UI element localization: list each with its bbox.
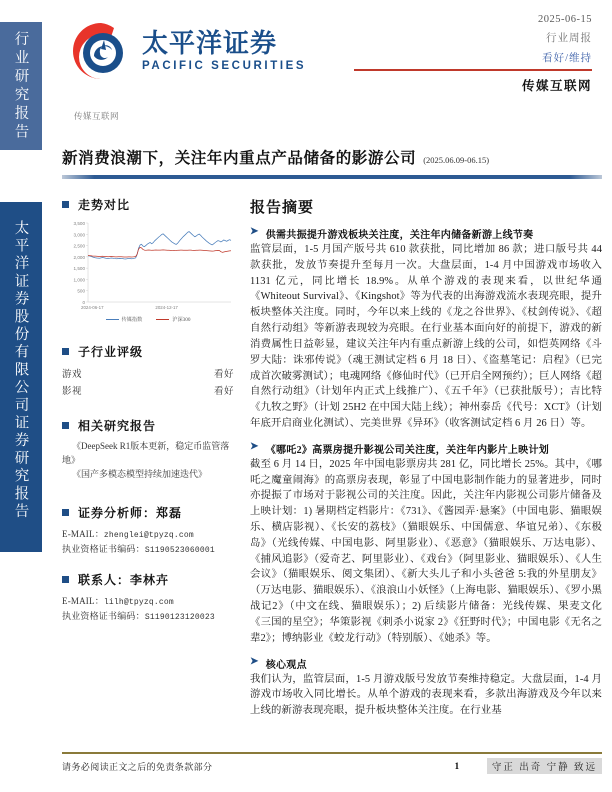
summary-body: 我们认为，监管层面，1-5 月游戏版号发放节奏维持稳定。大盘层面，1-4 月游戏市场收入同比增长。从单个游戏的表现来看，多款出海游戏及今年以来上线的新游表现亮眼，提升板块整体关注度。在行业基 bbox=[250, 673, 602, 717]
sidebar-banner-research-label: 行业研究报告 bbox=[12, 30, 29, 142]
svg-text:0: 0 bbox=[82, 300, 85, 305]
svg-text:3,500: 3,500 bbox=[73, 221, 85, 226]
legend-label-1: 沪深300 bbox=[172, 317, 191, 323]
summary-section-heading bbox=[250, 441, 602, 456]
contact-cert-line bbox=[62, 609, 234, 624]
report-type: 行业周报 bbox=[546, 33, 592, 44]
rating-section-header bbox=[62, 343, 234, 360]
contact-email-line bbox=[62, 594, 234, 609]
svg-text:2,000: 2,000 bbox=[73, 254, 85, 260]
page-number: 1 bbox=[454, 761, 460, 771]
arrow-right-icon: ➤ bbox=[250, 655, 259, 667]
reports-section-header bbox=[62, 417, 234, 434]
svg-text:2024-06-17: 2024-06-17 bbox=[81, 305, 104, 310]
analyst-cert-line bbox=[62, 542, 234, 557]
list-item[interactable]: 《国产多模态模型持续加速迭代》 bbox=[72, 468, 208, 479]
pacific-securities-logo-icon bbox=[70, 20, 132, 82]
legend-item-1 bbox=[156, 316, 190, 323]
trend-chart-svg bbox=[62, 219, 234, 315]
title-block bbox=[62, 146, 610, 168]
summary-section bbox=[250, 441, 602, 647]
rating-row bbox=[62, 366, 234, 380]
rating-section-title: 子行业评级 bbox=[78, 345, 144, 359]
chart-legend bbox=[62, 316, 234, 323]
report-rating: 看好/维持 bbox=[542, 53, 592, 64]
page-footer bbox=[62, 758, 602, 774]
sub-industry-rating-block bbox=[62, 343, 234, 397]
rating-row bbox=[62, 383, 234, 397]
svg-text:2,500: 2,500 bbox=[73, 243, 85, 249]
analyst-email-label: E-MAIL： bbox=[62, 528, 104, 539]
summary-heading-text: 《哪吒2》高票房提升影视公司关注度，关注年内影片上映计划 bbox=[265, 444, 550, 456]
document-header bbox=[62, 14, 602, 126]
analyst-name: 证券分析师：郑磊 bbox=[78, 505, 183, 520]
square-bullet-icon bbox=[62, 509, 69, 516]
title-date-range: (2025.06.09-06.15) bbox=[423, 155, 490, 165]
analyst-cert-label: 执业资格证书编码： bbox=[62, 544, 145, 554]
summary-heading-text: 供需共振提升游戏板块关注度，关注年内储备新游上线节奏 bbox=[265, 230, 534, 241]
square-bullet-icon bbox=[62, 348, 69, 355]
analyst-email-value[interactable]: zhenglei@tpyzq.com bbox=[103, 530, 194, 540]
svg-text:2024-12-17: 2024-12-17 bbox=[155, 305, 178, 310]
sidebar-banner-company bbox=[0, 202, 42, 552]
legend-swatch-1 bbox=[156, 319, 169, 321]
sidebar-banner-research bbox=[0, 22, 42, 150]
trend-section-header bbox=[62, 196, 234, 213]
rating-value: 看好 bbox=[213, 387, 234, 397]
reports-section-title: 相关研究报告 bbox=[78, 419, 157, 433]
left-info-column bbox=[62, 196, 234, 625]
logo-subtitle: 传媒互联网 bbox=[74, 111, 120, 121]
report-summary-column bbox=[250, 196, 602, 719]
contact-cert-value: S1190123120023 bbox=[144, 613, 215, 623]
report-date: 2025-06-15 bbox=[538, 14, 592, 25]
rating-value: 看好 bbox=[213, 370, 234, 380]
summary-section-heading bbox=[250, 656, 602, 671]
footer-divider bbox=[62, 752, 602, 754]
analyst-cert-value: S1190523060001 bbox=[144, 546, 215, 555]
analyst-email-line bbox=[62, 527, 234, 542]
square-bullet-icon bbox=[62, 576, 69, 583]
contact-email-value[interactable]: lilh@tpyzq.com bbox=[103, 598, 174, 608]
summary-heading-text: 核心观点 bbox=[265, 659, 307, 671]
square-bullet-icon bbox=[62, 422, 69, 429]
sidebar-banner-company-label: 太平洋证券股份有限公司证券研究报告 bbox=[12, 220, 29, 521]
legend-item-0 bbox=[106, 316, 143, 323]
rating-name: 游戏 bbox=[62, 370, 83, 380]
svg-text:500: 500 bbox=[77, 288, 85, 294]
summary-body: 监管层面，1-5 月国产版号共 610 款获批，同比增加 86 款；进口版号共 44 款获批，发放节奏提升至每月一次。大盘层面，1-4 月中国游戏市场收入 1131 亿元，同比增长 18.9%。从单个游戏的表现来看，以世纪华通《Whiteout Survival》、《Kingshot》等为代表的出海游戏流水表现亮眼，提升板块整体关注度。同时，今年以来上线的《龙之谷世界》、《杖剑传说》、《超自然行动组》等新游表现较为亮眼。在行业基本面向好的前提下，游戏的新消费属性日益彰显，建议关注年内有重点新游上线的公司，如恺英网络《斗罗大陆：诛邪传说》（魂王测试定档 6 月 18 日）、《盗墓笔记：启程》（已完成首次破雾测试）；电魂网络《修仙时代》（已开启全网预约）；巨人网络《超自然行动组》（计划年内正式上线推广）、《五千年》（已获批版号）；吉比特《九牧之野》（计划 25H2 在中国大陆上线）；神州泰岳《代号：XCT》（计划年底开启商业化测试）、完美世界《异环》（收客测试定档 6 月 26 日）等。 bbox=[250, 244, 602, 429]
title-divider bbox=[62, 175, 602, 179]
summary-section bbox=[250, 656, 602, 719]
company-logo bbox=[70, 20, 306, 82]
summary-section-heading bbox=[250, 226, 602, 241]
logo-text-chinese: 太平洋证券 bbox=[142, 28, 278, 58]
summary-title: 报告摘要 bbox=[250, 200, 315, 216]
legend-swatch-0 bbox=[106, 319, 119, 321]
analyst-block bbox=[62, 504, 234, 557]
trend-section-title: 走势对比 bbox=[78, 198, 131, 212]
legend-label-0: 传媒指数 bbox=[121, 317, 143, 323]
summary-section bbox=[250, 226, 602, 432]
related-reports-block bbox=[62, 417, 234, 482]
arrow-right-icon: ➤ bbox=[250, 226, 259, 237]
square-bullet-icon bbox=[62, 201, 69, 208]
logo-text-english: PACIFIC SECURITIES bbox=[142, 60, 307, 72]
contact-section-header bbox=[62, 571, 234, 588]
arrow-right-icon: ➤ bbox=[250, 440, 259, 452]
header-divider bbox=[354, 69, 592, 71]
summary-body: 截至 6 月 14 日，2025 年中国电影票房共 281 亿，同比增长 25%。其中，《哪吒之魔童闹海》的高票房表现，彰显了中国电影制作能力的显著进步，同时亦提振了市场对于影视公司的关注度。因此，关注年内影视公司影片储备及上映计划：1) 暑期档定档影片：《731》、《酱园弄·悬案》（中国电影、猫眼娱乐、横店影视）、《长安的荔枝》（猫眼娱乐、中国儒意、华谊兄弟）、《东极岛》（光线传媒、中国电影、阿里影业）、《恶意》（猫眼娱乐、万达电影）、《捕风追影》（爱奇艺、阿里影业）、《戏台》（阿里影业、猫眼娱乐）、《人生会议》（猫眼娱乐、阅文集团）、《新大头儿子和小头爸爸 5:我的外星朋友》（万达电影、猫眼娱乐）、《浪浪山小妖怪》（上海电影、猫眼娱乐）、《罗小黑战记2》（中文在线、猫眼娱乐）；2) 后续影片储备：光线传媒、果麦文化《三国的星空》；华策影视《刺杀小说家 2》《狂野时代》；中国电影《无名之辈2》；博纳影业《蛟龙行动》（特别版）、《她杀》等。 bbox=[250, 458, 602, 644]
contact-block bbox=[62, 571, 234, 624]
svg-text:1,000: 1,000 bbox=[73, 277, 85, 283]
contact-email-label: E-MAIL： bbox=[62, 596, 104, 607]
contact-name: 联系人：李林卉 bbox=[78, 573, 170, 588]
footer-disclaimer: 请务必阅读正文之后的免责条款部分 bbox=[62, 761, 213, 772]
svg-text:3,000: 3,000 bbox=[73, 232, 85, 238]
rating-name: 影视 bbox=[62, 387, 83, 397]
list-item[interactable]: 《DeepSeek R1版本更新，稳定币监管落地》 bbox=[62, 441, 230, 465]
header-meta-block bbox=[352, 14, 592, 94]
contact-cert-label: 执业资格证书编码： bbox=[62, 611, 145, 622]
analyst-section-header bbox=[62, 504, 234, 521]
svg-text:1,500: 1,500 bbox=[73, 266, 85, 272]
footer-slogan: 守正 出奇 宁静 致远 bbox=[487, 758, 602, 774]
page-title: 新消费浪潮下，关注年内重点产品储备的影游公司 bbox=[62, 150, 417, 167]
industry-name: 传媒互联网 bbox=[521, 78, 592, 93]
trend-comparison-chart bbox=[62, 219, 234, 327]
